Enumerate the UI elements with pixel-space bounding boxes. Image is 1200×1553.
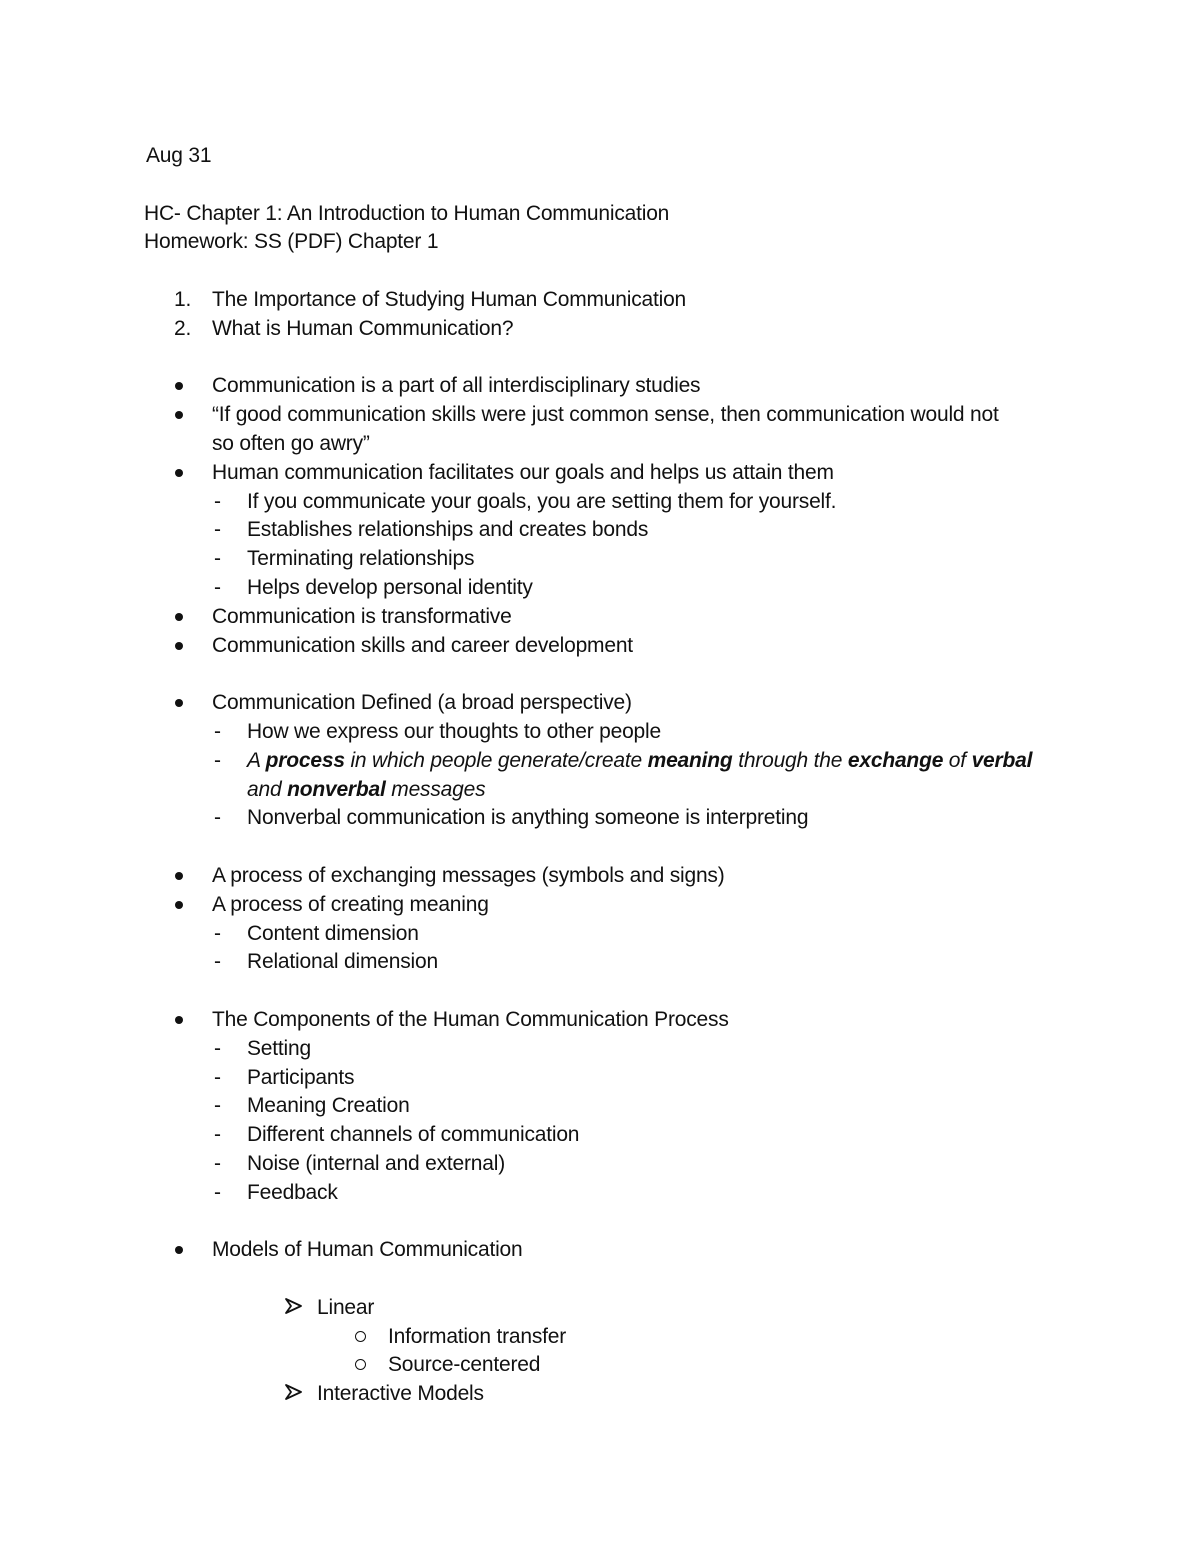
document-body	[144, 142, 1084, 1409]
dash-marker: -	[214, 1036, 221, 1060]
bullet-text: A process of creating meaning	[212, 892, 489, 916]
model-detail-text: Source-centered	[388, 1353, 541, 1377]
bullet-item	[144, 372, 1084, 401]
model-name: Interactive Models	[317, 1382, 484, 1406]
dash-marker: -	[214, 719, 221, 743]
bullet-item	[144, 862, 1084, 891]
sub-item-text: Relational dimension	[247, 950, 438, 974]
model-detail	[144, 1323, 1084, 1352]
definition-fragment: in which people generate/create	[344, 748, 648, 772]
numbered-item-text: The Importance of Studying Human Communication	[212, 287, 687, 311]
bullet-item	[144, 459, 1084, 488]
definition-fragment: A	[247, 748, 266, 772]
dash-marker: -	[214, 950, 221, 974]
sub-item-text: Feedback	[247, 1180, 338, 1204]
dash-marker: -	[214, 1065, 221, 1089]
dash-marker: -	[214, 921, 221, 945]
dash-marker: -	[214, 489, 221, 513]
bullet-text: Communication is a part of all interdisciplinary studies	[212, 374, 701, 398]
bullet-icon	[175, 699, 183, 707]
sub-item	[144, 1150, 1084, 1179]
definition-keyword: meaning	[647, 748, 733, 772]
bullet-text: Communication skills and career development	[212, 633, 633, 657]
bullet-text-continued: so often go awry”	[212, 431, 370, 455]
list-number: 1.	[174, 287, 192, 311]
sub-item-text: Establishes relationships and creates bonds	[247, 518, 649, 542]
bullet-icon	[175, 1016, 183, 1024]
list-number: 2.	[174, 316, 192, 340]
sub-item	[144, 488, 1084, 517]
circle-bullet-icon	[355, 1359, 366, 1370]
sub-item-text: Noise (internal and external)	[247, 1151, 506, 1175]
bullet-item	[144, 689, 1084, 718]
dash-marker: -	[214, 1123, 221, 1147]
bullet-icon	[175, 642, 183, 650]
bullet-text: A process of exchanging messages (symbols and signs)	[212, 863, 725, 887]
sub-item-text: If you communicate your goals, you are setting them for yourself.	[247, 489, 837, 513]
bullet-item	[144, 1006, 1084, 1035]
bullet-icon	[175, 901, 183, 909]
dash-marker: -	[214, 1151, 221, 1175]
bullet-text: Human communication facilitates our goals and helps us attain them	[212, 460, 834, 484]
bullet-text: The Components of the Human Communication Process	[212, 1007, 729, 1031]
sub-item	[144, 574, 1084, 603]
dash-marker: -	[214, 1180, 221, 1204]
bullet-icon	[175, 872, 183, 880]
model-item	[144, 1380, 1084, 1409]
definition-keyword: exchange	[847, 748, 944, 772]
sub-item-text: How we express our thoughts to other people	[247, 719, 661, 743]
bullet-text: Communication Defined (a broad perspective)	[212, 691, 632, 715]
sub-item	[144, 1035, 1084, 1064]
sub-item	[144, 1121, 1084, 1150]
sub-item	[144, 1092, 1084, 1121]
note-date: Aug 31	[146, 144, 212, 167]
arrow-bullet-icon	[284, 1382, 304, 1402]
sub-item-text: Meaning Creation	[247, 1094, 410, 1118]
bullet-text: Models of Human Communication	[212, 1238, 523, 1262]
model-item	[144, 1294, 1084, 1323]
bullet-text: Communication is transformative	[212, 604, 512, 628]
homework-line: Homework: SS (PDF) Chapter 1	[144, 230, 439, 254]
dash-marker: -	[214, 1094, 221, 1118]
circle-bullet-icon	[355, 1331, 366, 1342]
numbered-item	[144, 315, 1084, 344]
sub-item-text: Setting	[247, 1036, 311, 1060]
sub-item-text: Terminating relationships	[247, 547, 475, 571]
sub-item	[144, 1179, 1084, 1208]
sub-item-text: Content dimension	[247, 921, 419, 945]
model-detail	[144, 1351, 1084, 1380]
definition-keyword: verbal	[971, 748, 1033, 772]
definition-fragment: of	[943, 748, 972, 772]
definition-fragment: messages	[385, 777, 486, 801]
bullet-text: “If good communication skills were just common sense, then communication would not	[212, 403, 999, 427]
dash-marker: -	[214, 748, 221, 772]
definition-fragment: and	[247, 777, 288, 801]
definition-keyword: nonverbal	[287, 777, 386, 801]
dash-marker: -	[214, 575, 221, 599]
numbered-item	[144, 286, 1084, 315]
model-name: Linear	[317, 1295, 375, 1319]
sub-item	[144, 516, 1084, 545]
sub-item	[144, 718, 1084, 747]
dash-marker: -	[214, 806, 221, 830]
sub-item	[144, 920, 1084, 949]
bullet-icon	[175, 1246, 183, 1254]
bullet-item	[144, 1236, 1084, 1265]
bullet-icon	[175, 469, 183, 477]
definition-line-2	[247, 776, 1084, 805]
sub-item	[144, 804, 1084, 833]
dash-marker: -	[214, 547, 221, 571]
sub-item-text: Helps develop personal identity	[247, 575, 533, 599]
bullet-item	[144, 603, 1084, 632]
bullet-icon	[175, 411, 183, 419]
dash-marker: -	[214, 518, 221, 542]
bullet-icon	[175, 613, 183, 621]
sub-item-definition	[144, 747, 1084, 805]
sub-item	[144, 1064, 1084, 1093]
model-detail-text: Information transfer	[388, 1324, 567, 1348]
chapter-title: HC- Chapter 1: An Introduction to Human Communication	[144, 201, 670, 225]
bullet-item	[144, 891, 1084, 920]
bullet-item	[144, 632, 1084, 661]
sub-item-text: Nonverbal communication is anything someone is interpreting	[247, 806, 809, 830]
sub-item-text: Participants	[247, 1065, 355, 1089]
sub-item	[144, 948, 1084, 977]
definition-fragment: through the	[732, 748, 848, 772]
definition-keyword: process	[265, 748, 345, 772]
sub-item	[144, 545, 1084, 574]
bullet-icon	[175, 382, 183, 390]
sub-item-text: Different channels of communication	[247, 1123, 580, 1147]
definition-line-1	[247, 747, 1084, 776]
numbered-item-text: What is Human Communication?	[212, 316, 514, 340]
arrow-bullet-icon	[284, 1296, 304, 1316]
bullet-item	[144, 401, 1084, 459]
